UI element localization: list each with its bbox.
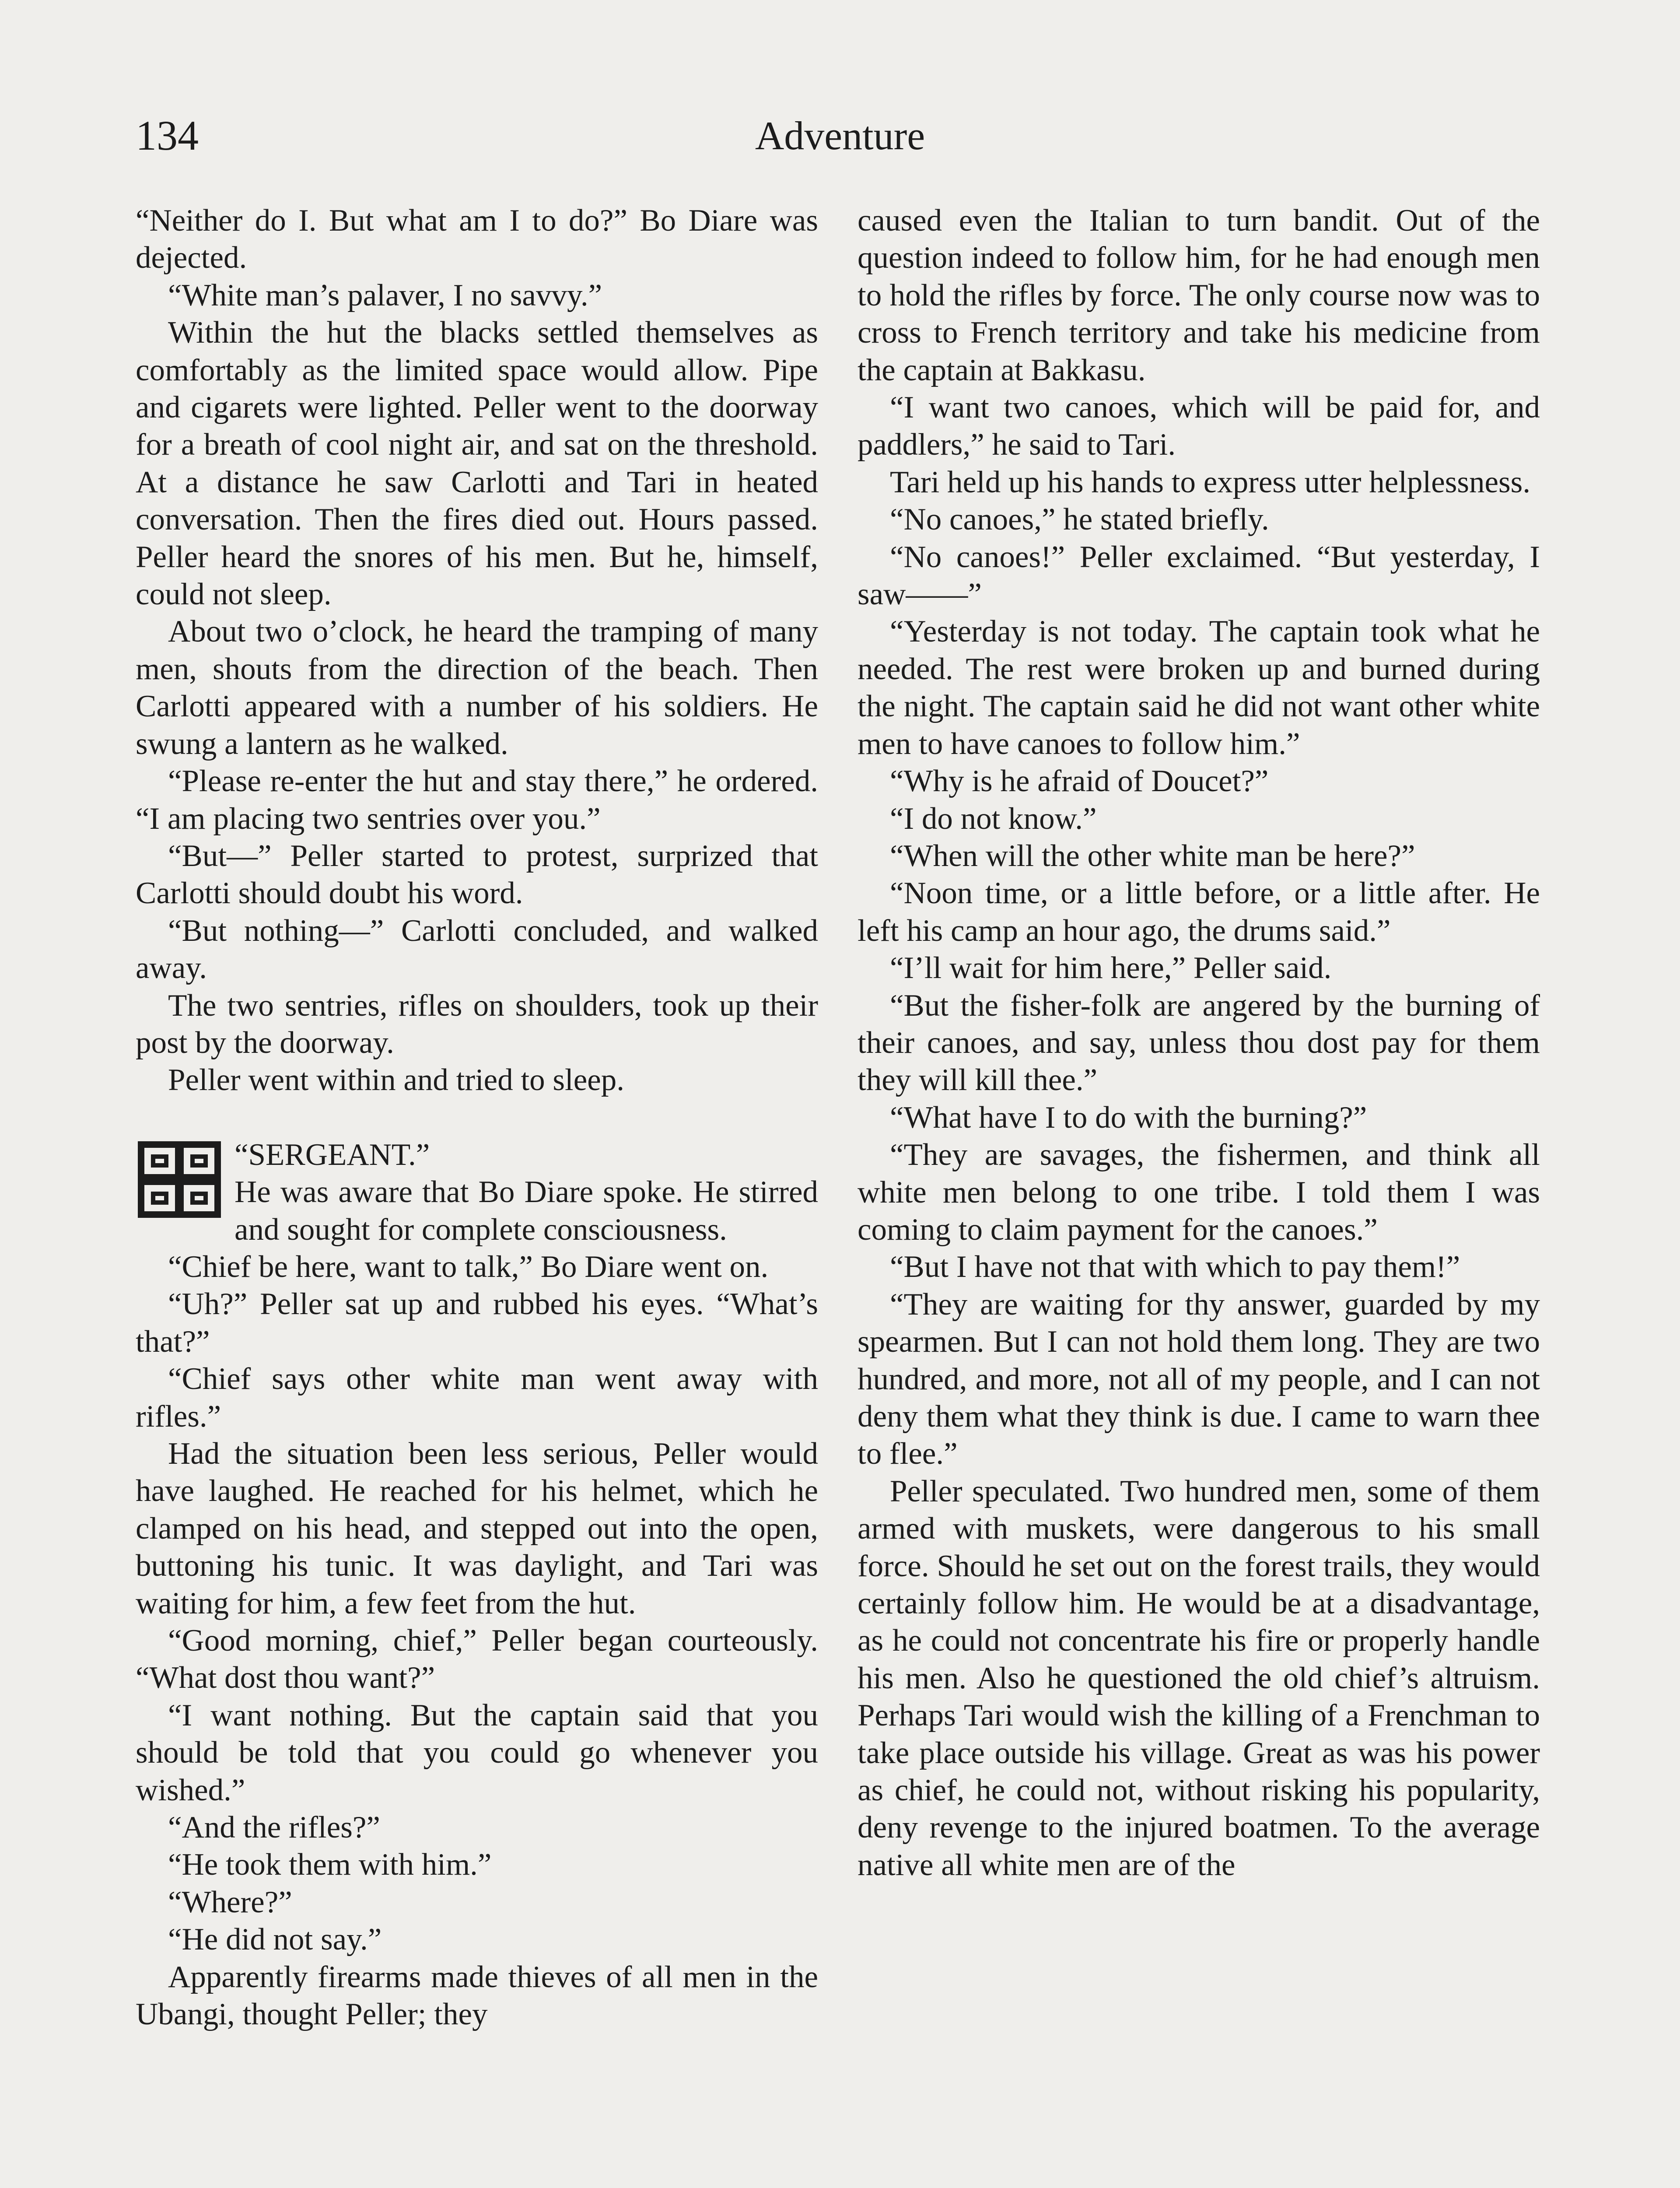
paragraph: “But—” Peller started to protest, surprized that Carlotti should doubt his word. — [136, 838, 818, 911]
paragraph: “Uh?” Peller sat up and rubbed his eyes. “What’s that?” — [136, 1287, 818, 1359]
paragraph: Tari held up his hands to express utter helplessness. — [890, 465, 1531, 499]
right-column — [858, 202, 1540, 1884]
paragraph: “Noon time, or a little before, or a little after. He left his camp an hour ago, the drums said.” — [858, 876, 1540, 948]
paragraph: “Yesterday is not today. The captain took what he needed. The rest were broken up and burned during the night. The captain said he did not want other white men to have canoes to follow him.” — [858, 614, 1540, 761]
paragraph: The two sentries, rifles on shoulders, took up their post by the doorway. — [136, 988, 818, 1060]
page-number: 134 — [136, 112, 199, 159]
left-column — [136, 202, 818, 2034]
paragraph: “Chief says other white man went away with rifles.” — [136, 1362, 818, 1434]
paragraph: “Neither do I. But what am I to do?” Bo Diare was dejected. — [136, 203, 818, 275]
paragraph: Within the hut the blacks settled themselves as comfortably as the limited space would allow. Pipe and cigarets were lighted. Peller went to the doorway for a breath of cool night air, and sat on the threshold. At a distance he saw Carlotti and Tari in heated conversation. Then the fires died out. Hours passed. Peller heard the snores of his men. But he, himself, could not sleep. — [136, 316, 818, 612]
paragraph: “What have I to do with the burning?” — [890, 1100, 1367, 1135]
paragraph: “They are waiting for thy answer, guarded by my spearmen. But I can not hold them long. They are two hundred, and more, not all of my people, and I can not deny them what they think is due. I came to warn thee to flee.” — [858, 1287, 1540, 1471]
paragraph: He was aware that Bo Diare spoke. He stirred and sought for complete consciousness. — [234, 1175, 818, 1247]
paragraph: “Why is he afraid of Doucet?” — [890, 764, 1269, 799]
paragraph: “Please re-enter the hut and stay there,” he ordered. “I am placing two sentries over you.” — [136, 764, 818, 836]
paragraph: About two o’clock, he heard the tramping of many men, shouts from the direction of the beach. Then Carlotti appeared with a number of his soldiers. He swung a lantern as he walked. — [136, 614, 818, 761]
page-header — [136, 109, 1544, 162]
paragraph: “When will the other white man be here?” — [890, 838, 1415, 873]
paragraph: “White man’s palaver, I no savvy.” — [168, 278, 602, 312]
section-break — [136, 1099, 818, 1136]
section-ornament-icon — [136, 1139, 223, 1220]
paragraph: “He did not say.” — [168, 1922, 382, 1957]
paragraph: “But the fisher-folk are angered by the burning of their canoes, and say, unless thou dost pay for them they will kill thee.” — [858, 988, 1540, 1098]
paragraph: “No canoes!” Peller exclaimed. “But yesterday, I saw——” — [858, 540, 1540, 612]
paragraph: “But nothing—” Carlotti concluded, and walked away. — [136, 913, 818, 985]
paragraph: “Where?” — [168, 1885, 292, 1919]
paragraph: “But I have not that with which to pay them!” — [890, 1250, 1460, 1284]
paragraph: Apparently firearms made thieves of all men in the Ubangi, thought Peller; they — [136, 1960, 818, 2032]
paragraph: “He took them with him.” — [168, 1848, 492, 1882]
paragraph: “SERGEANT.” — [234, 1137, 430, 1172]
paragraph: Peller speculated. Two hundred men, some of them armed with muskets, were dangerous to his small force. Should he set out on the forest trails, they would certainly follow him. He would be at a disadvantage, as he could not concentrate his fire or properly handle his men. Also he questioned the old chief’s altruism. Perhaps Tari would wish the killing of a Frenchman to take place outside his village. Great as was his power as chief, he could not, without risking his popularity, deny revenge to the injured boatmen. To the average native all white men are of the — [858, 1474, 1540, 1882]
paragraph: “No canoes,” he stated briefly. — [890, 502, 1269, 537]
paragraph: “Good morning, chief,” Peller began courteously. “What dost thou want?” — [136, 1623, 818, 1695]
running-head: Adventure — [755, 113, 925, 158]
paragraph: Had the situation been less serious, Peller would have laughed. He reached for his helmet, which he clamped on his head, and stepped out into the open, buttoning his tunic. It was daylight, and Tari was waiting for him, a few feet from the hut. — [136, 1437, 818, 1620]
paragraph: “I want two canoes, which will be paid for, and paddlers,” he said to Tari. — [858, 390, 1540, 462]
paragraph: “I want nothing. But the captain said that you should be told that you could go whenever you wished.” — [136, 1698, 818, 1807]
paragraph: caused even the Italian to turn bandit. Out of the question indeed to follow him, for he had enough men to hold the rifles by force. The only course now was to cross to French territory and take his medicine from the captain at Bakkasu. — [858, 203, 1540, 387]
paragraph: “And the rifles?” — [168, 1810, 380, 1845]
paragraph: “I’ll wait for him here,” Peller said. — [890, 951, 1332, 985]
paragraph: Peller went within and tried to sleep. — [168, 1063, 625, 1098]
paragraph: “They are savages, the fishermen, and think all white men belong to one tribe. I told them I was coming to claim payment for the canoes.” — [858, 1138, 1540, 1247]
paragraph: “I do not know.” — [890, 801, 1097, 836]
paragraph: “Chief be here, want to talk,” Bo Diare went on. — [168, 1249, 769, 1284]
